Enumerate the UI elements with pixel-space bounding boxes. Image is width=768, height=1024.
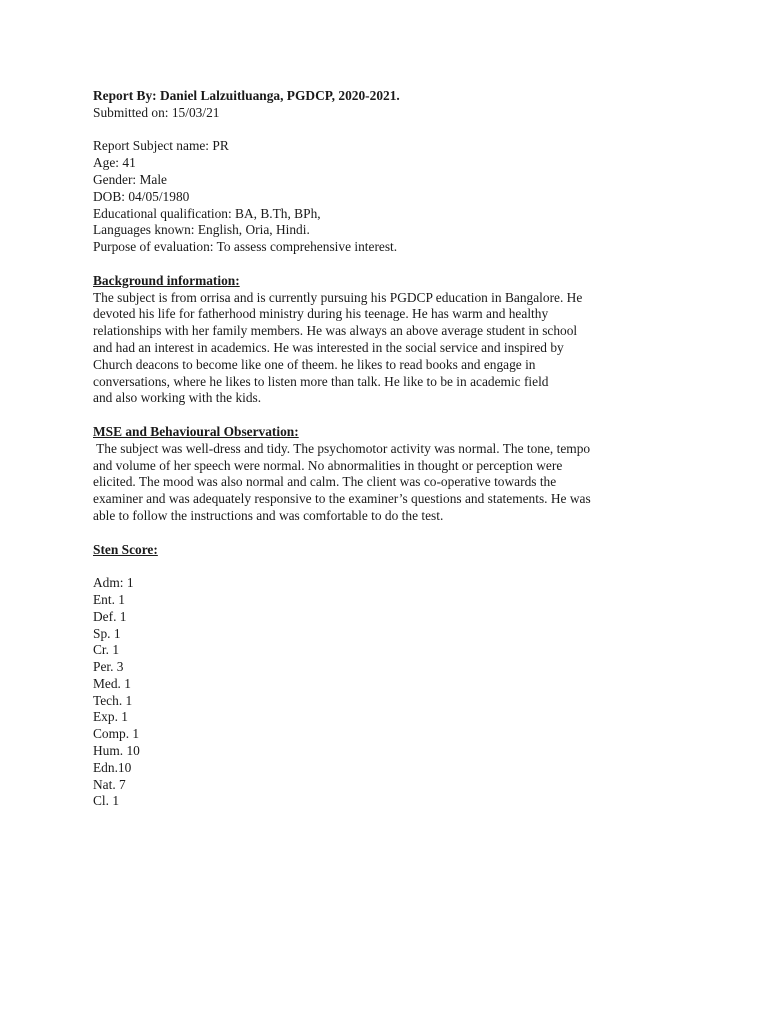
subject-languages: Languages known: English, Oria, Hindi.	[93, 222, 310, 238]
background-line: and had an interest in academics. He was interested in the social service and inspired by	[93, 339, 564, 355]
spacer	[93, 558, 683, 575]
background-section	[93, 273, 683, 407]
subject-age: Age: 41	[93, 155, 136, 171]
report-author: Report By: Daniel Lalzuitluanga, PGDCP, 2020-2021.	[93, 88, 400, 103]
sten-score: Med. 1	[93, 675, 131, 691]
sten-score: Sp. 1	[93, 625, 121, 641]
sten-score: Nat. 7	[93, 776, 126, 792]
mse-line: elicited. The mood was also normal and calm. The client was co-operative towards the	[93, 474, 557, 490]
subject-dob: DOB: 04/05/1980	[93, 188, 190, 204]
spacer	[93, 256, 683, 273]
mse-line: able to follow the instructions and was comfortable to do the test.	[93, 507, 444, 523]
background-line: relationships with her family members. He was always an above average student in school	[93, 323, 578, 339]
sten-score: Def. 1	[93, 608, 127, 624]
mse-line: The subject was well-dress and tidy. The psychomotor activity was normal. The tone, tempo	[93, 440, 591, 456]
sten-score: Cl. 1	[93, 793, 120, 809]
background-line: conversations, where he likes to listen more than talk. He like to be in academic field	[93, 373, 549, 389]
evaluation-purpose: Purpose of evaluation: To assess comprehensive interest.	[93, 239, 398, 255]
background-line: The subject is from orrisa and is currently pursuing his PGDCP education in Bangalore. He	[93, 289, 583, 305]
submitted-date: Submitted on: 15/03/21	[93, 104, 220, 120]
sten-score: Hum. 10	[93, 743, 140, 759]
sten-score: Exp. 1	[93, 709, 128, 725]
background-line: Church deacons to become like one of theem. he likes to read books and engage in	[93, 356, 536, 372]
subject-details	[93, 138, 683, 256]
mse-heading: MSE and Behavioural Observation:	[93, 423, 299, 439]
mse-line: examiner and was adequately responsive to the examiner’s questions and statements. He was	[93, 491, 591, 507]
sten-score: Cr. 1	[93, 642, 120, 658]
mse-line: and volume of her speech were normal. No abnormalities in thought or perception were	[93, 457, 563, 473]
sten-score: Per. 3	[93, 659, 124, 675]
spacer	[93, 525, 683, 542]
background-heading: Background information:	[93, 272, 240, 288]
spacer	[93, 122, 683, 139]
sten-score: Comp. 1	[93, 726, 140, 742]
subject-name: Report Subject name: PR	[93, 138, 229, 154]
spacer	[93, 407, 683, 424]
background-line: devoted his life for fatherhood ministry during his teenage. He has warm and healthy	[93, 306, 549, 322]
background-line: and also working with the kids.	[93, 390, 262, 406]
sten-score: Ent. 1	[93, 591, 125, 607]
sten-heading: Sten Score:	[93, 541, 158, 557]
sten-score: Adm: 1	[93, 575, 134, 591]
mse-section	[93, 424, 683, 525]
sten-score: Tech. 1	[93, 692, 133, 708]
sten-score: Edn.10	[93, 759, 132, 775]
subject-education: Educational qualification: BA, B.Th, BPh,	[93, 205, 321, 221]
sten-section	[93, 542, 683, 811]
subject-gender: Gender: Male	[93, 171, 167, 187]
report-page	[93, 88, 683, 810]
